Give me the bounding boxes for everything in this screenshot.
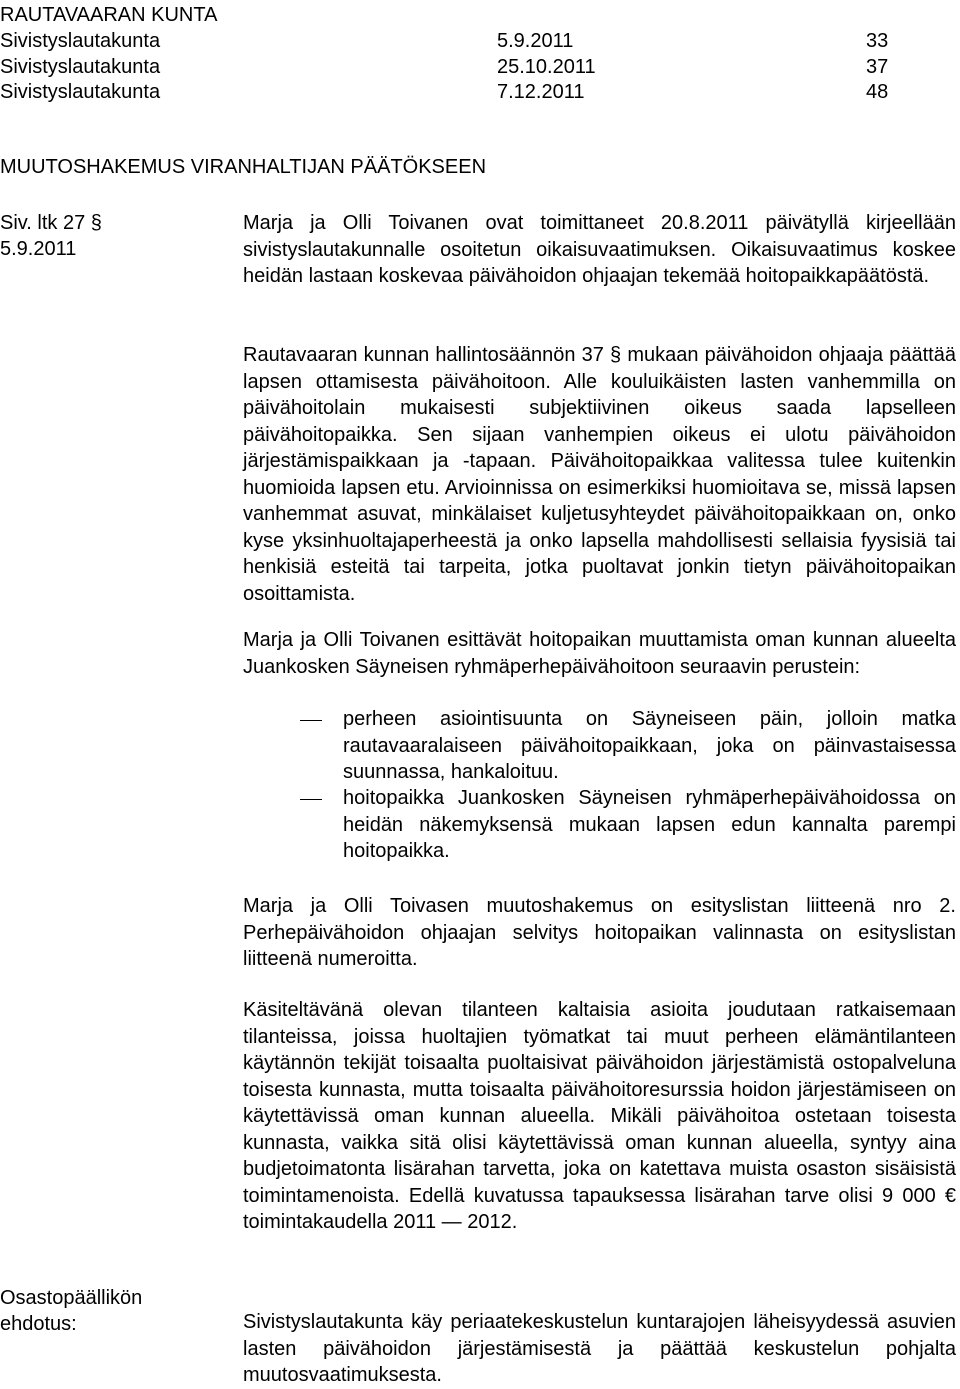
paragraph-4: Marja ja Olli Toivasen muutoshakemus on esityslistan liitteenä nro 2. Perhepäivähoidon ohjaajan selvitys hoitopaikan valinnasta on esityslistan liitteenä numeroitta.: [243, 895, 956, 970]
document-title: MUUTOSHAKEMUS VIRANHALTIJAN PÄÄTÖKSEEN: [0, 156, 487, 178]
meeting-body-3: Sivistyslautakunta: [0, 81, 161, 103]
bullet-dash-1: [300, 720, 322, 721]
page-number-2: 37: [866, 56, 889, 78]
bullet-dash-2: [300, 799, 322, 800]
page-number-1: 33: [866, 30, 889, 52]
paragraph-1: Marja ja Olli Toivanen ovat toimittaneet 20.8.2011 päivätyllä kirjeellään sivistyslautakunnalle osoitetun oikaisuvaatimuksen. Oikaisuvaatimus koskee heidän lastaan koskevaa päivähoidon ohjaajan tekemää hoitopaikkapäätöstä.: [243, 212, 956, 287]
paragraph-2: Rautavaaran kunnan hallintosäännön 37 § mukaan päivähoidon ohjaaja päättää lapsen ottamisesta päivähoitoon. Alle kouluikäisten lasten vanhemmilla on päivähoitolain mukaisesti subjektiivinen oikeus saada lapselleen päivähoitopaikka. Sen sijaan vanhempien oikeus ei ulotu päivähoidon järjestämispaikkaan ja -tapaan. Päivähoitopaikkaa valitessa tulee kuitenkin huomioida lapsen etu. Arvioinnissa on esimerkiksi huomioitava se, missä lapsen vanhemmat asuvat, minkälaiset kuljetusyhteydet päivähoitopaikkaan on, onko kyse yksinhuoltajaperheestä ja onko lapsella mahdollisesti sellaisia fyysisiä tai henkisiä esteitä tai tarpeita, jotka puoltavat jonkin tietyn päivähoitopaikan osoittamista.: [243, 344, 956, 605]
meeting-date-3: 7.12.2011: [497, 81, 585, 103]
page-number-3: 48: [866, 81, 889, 103]
paragraph-3: Marja ja Olli Toivanen esittävät hoitopaikan muuttamista oman kunnan alueelta Juankosken Säyneisen ryhmäperhepäivähoitoon seuraavin perustein:: [243, 629, 956, 678]
bullet-item-2: hoitopaikka Juankosken Säyneisen ryhmäperhepäivähoidossa on heidän näkemyksensä mukaan lapsen edun kannalta parempi hoitopaikka.: [343, 787, 956, 862]
proposal-label-line-2: ehdotus:: [0, 1313, 77, 1335]
meeting-body-2: Sivistyslautakunta: [0, 56, 161, 78]
proposal-text: Sivistyslautakunta käy periaatekeskustelun kuntarajojen läheisyydessä asuvien lasten päivähoidon järjestämisestä ja päättää keskustelun pohjalta muutosvaatimuksesta.: [243, 1311, 956, 1386]
meeting-body-1: Sivistyslautakunta: [0, 30, 161, 52]
proposal-label-line-1: Osastopäällikön: [0, 1287, 143, 1309]
paragraph-5: Käsiteltävänä olevan tilanteen kaltaisia asioita joudutaan ratkaisemaan tilanteissa, joissa huoltajien työmatkat tai muut perheen elämäntilanteen käytännön tekijät toisaalta puoltaisivat päivähoidon järjestämistä ostopalveluna toisesta kunnasta, mutta toisaalta päivähoitoresurssia hoidon järjestämiseen on käytettävissä oman kunnan alueella. Mikäli päivähoitoa ostetaan toisesta kunnasta, vaikka sitä olisi käytettävissä oman kunnan alueella, syntyy aina budjetoimatonta lisärahan tarvetta, joka on katettava muista osaston sisäisistä toimintamenoista. Edellä kuvatussa tapauksessa lisärahan tarve olisi 9 000 € toimintakaudella 2011 — 2012.: [243, 999, 956, 1233]
reference-line-1: Siv. ltk 27 §: [0, 212, 102, 234]
bullet-item-1: perheen asiointisuunta on Säyneiseen päin, jolloin matka rautavaaralaiseen päivähoitopaikkaan, joka on päinvastaisessa suunnassa, hankaloituu.: [343, 708, 956, 783]
meeting-date-1: 5.9.2011: [497, 30, 574, 52]
organization-name: RAUTAVAARAN KUNTA: [0, 4, 218, 26]
meeting-date-2: 25.10.2011: [497, 56, 596, 78]
reference-line-2: 5.9.2011: [0, 238, 77, 260]
